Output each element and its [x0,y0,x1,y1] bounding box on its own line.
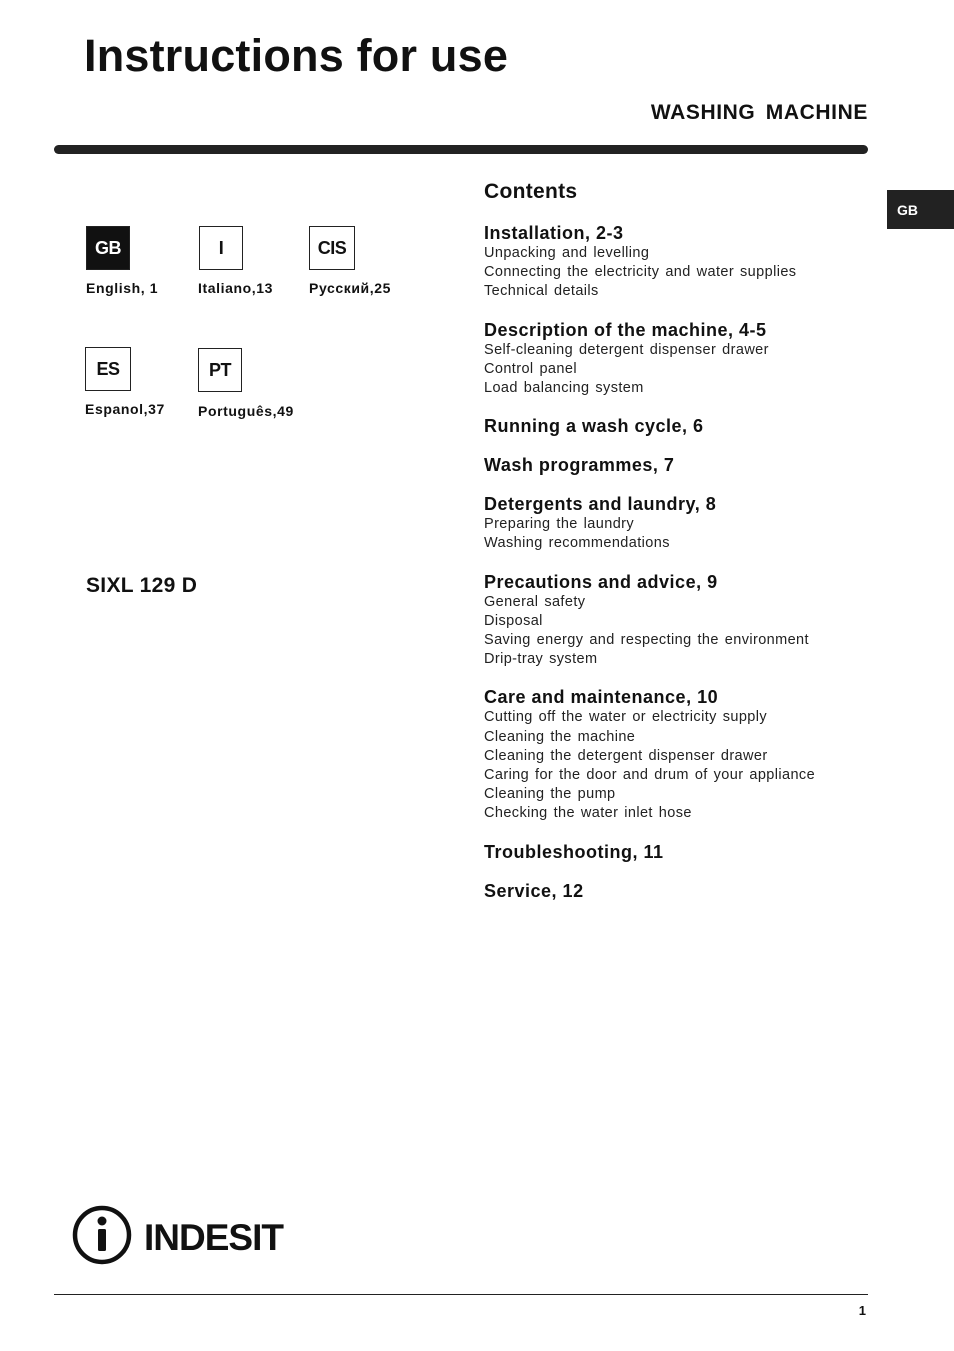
indesit-i-logo-icon [72,1204,304,1266]
toc-item[interactable]: General safety [484,593,586,610]
toc-section-precautions [484,571,884,670]
contents-heading: Contents [484,180,578,203]
toc-item[interactable]: Connecting the electricity and water supplies [484,264,797,281]
toc-item[interactable]: Control panel [484,360,577,377]
toc-item[interactable]: Disposal [484,612,543,629]
lang-label-english[interactable]: English, 1 [86,280,159,296]
toc-section-care [484,686,884,823]
toc-section-description [484,319,884,399]
toc-item[interactable]: Cleaning the detergent dispenser drawer [484,747,768,764]
toc-section-title[interactable]: Running a wash cycle, 6 [484,416,704,437]
toc-section-title[interactable]: Installation, 2-3 [484,223,624,243]
toc-section-service [484,880,884,902]
toc-item[interactable]: Cleaning the pump [484,786,616,803]
toc-item[interactable]: Load balancing system [484,380,644,397]
toc-item[interactable]: Self-cleaning detergent dispenser drawer [484,341,769,358]
toc-section-title[interactable]: Service, 12 [484,880,584,901]
lang-label-espanol[interactable]: Espanol,37 [85,401,165,417]
lang-box-gb[interactable] [86,226,130,270]
brand-logo [72,1204,304,1271]
toc-section-running [484,415,884,437]
toc-item[interactable]: Saving energy and respecting the environment [484,632,809,649]
lang-label-italiano[interactable]: Italiano,13 [198,280,274,296]
lang-code: GB [86,226,130,270]
lang-box-i[interactable] [199,226,243,270]
toc-item[interactable]: Technical details [484,283,599,300]
footer-rule [54,1294,868,1295]
toc-item[interactable]: Checking the water inlet hose [484,805,692,822]
document-subtitle: WASHING MACHINE [650,101,868,124]
toc-item[interactable]: Cleaning the machine [484,728,636,745]
toc-section-title[interactable]: Description of the machine, 4-5 [484,319,767,340]
toc-section-title[interactable]: Care and maintenance, 10 [484,687,719,708]
toc-item[interactable]: Drip-tray system [484,651,598,668]
lang-label-portugues[interactable]: Português,49 [198,403,294,419]
model-number: SIXL 129 D [86,574,198,597]
lang-box-pt[interactable] [198,348,242,392]
page-number: 1 [858,1303,866,1318]
lang-label-russian[interactable]: Русский,25 [309,280,392,296]
toc-item[interactable]: Preparing the laundry [484,516,635,533]
lang-code: CIS [309,226,355,270]
toc-section-troubleshooting [484,841,884,863]
lang-box-es[interactable] [85,347,131,391]
page-title: Instructions for use [84,30,509,81]
toc-section-title[interactable]: Detergents and laundry, 8 [484,494,717,515]
toc-item[interactable]: Cutting off the water or electricity supply [484,709,768,726]
toc-section-title[interactable]: Precautions and advice, 9 [484,571,718,592]
language-side-tab: GB [887,190,954,229]
header-rule [54,145,868,154]
lang-box-cis[interactable] [309,226,355,270]
toc-section-programmes [484,454,884,476]
toc-section-title[interactable]: Wash programmes, 7 [484,455,675,476]
toc-item[interactable]: Unpacking and levelling [484,245,650,261]
brand-wordmark: INDESIT [144,1217,283,1258]
lang-code: I [199,226,243,270]
table-of-contents [484,180,884,919]
toc-section-installation [484,222,884,302]
lang-code: ES [85,347,131,391]
lang-code: PT [198,348,242,392]
toc-section-detergents [484,493,884,553]
toc-section-title[interactable]: Troubleshooting, 11 [484,841,664,862]
toc-item[interactable]: Caring for the door and drum of your appliance [484,767,816,784]
toc-item[interactable]: Washing recommendations [484,535,670,552]
